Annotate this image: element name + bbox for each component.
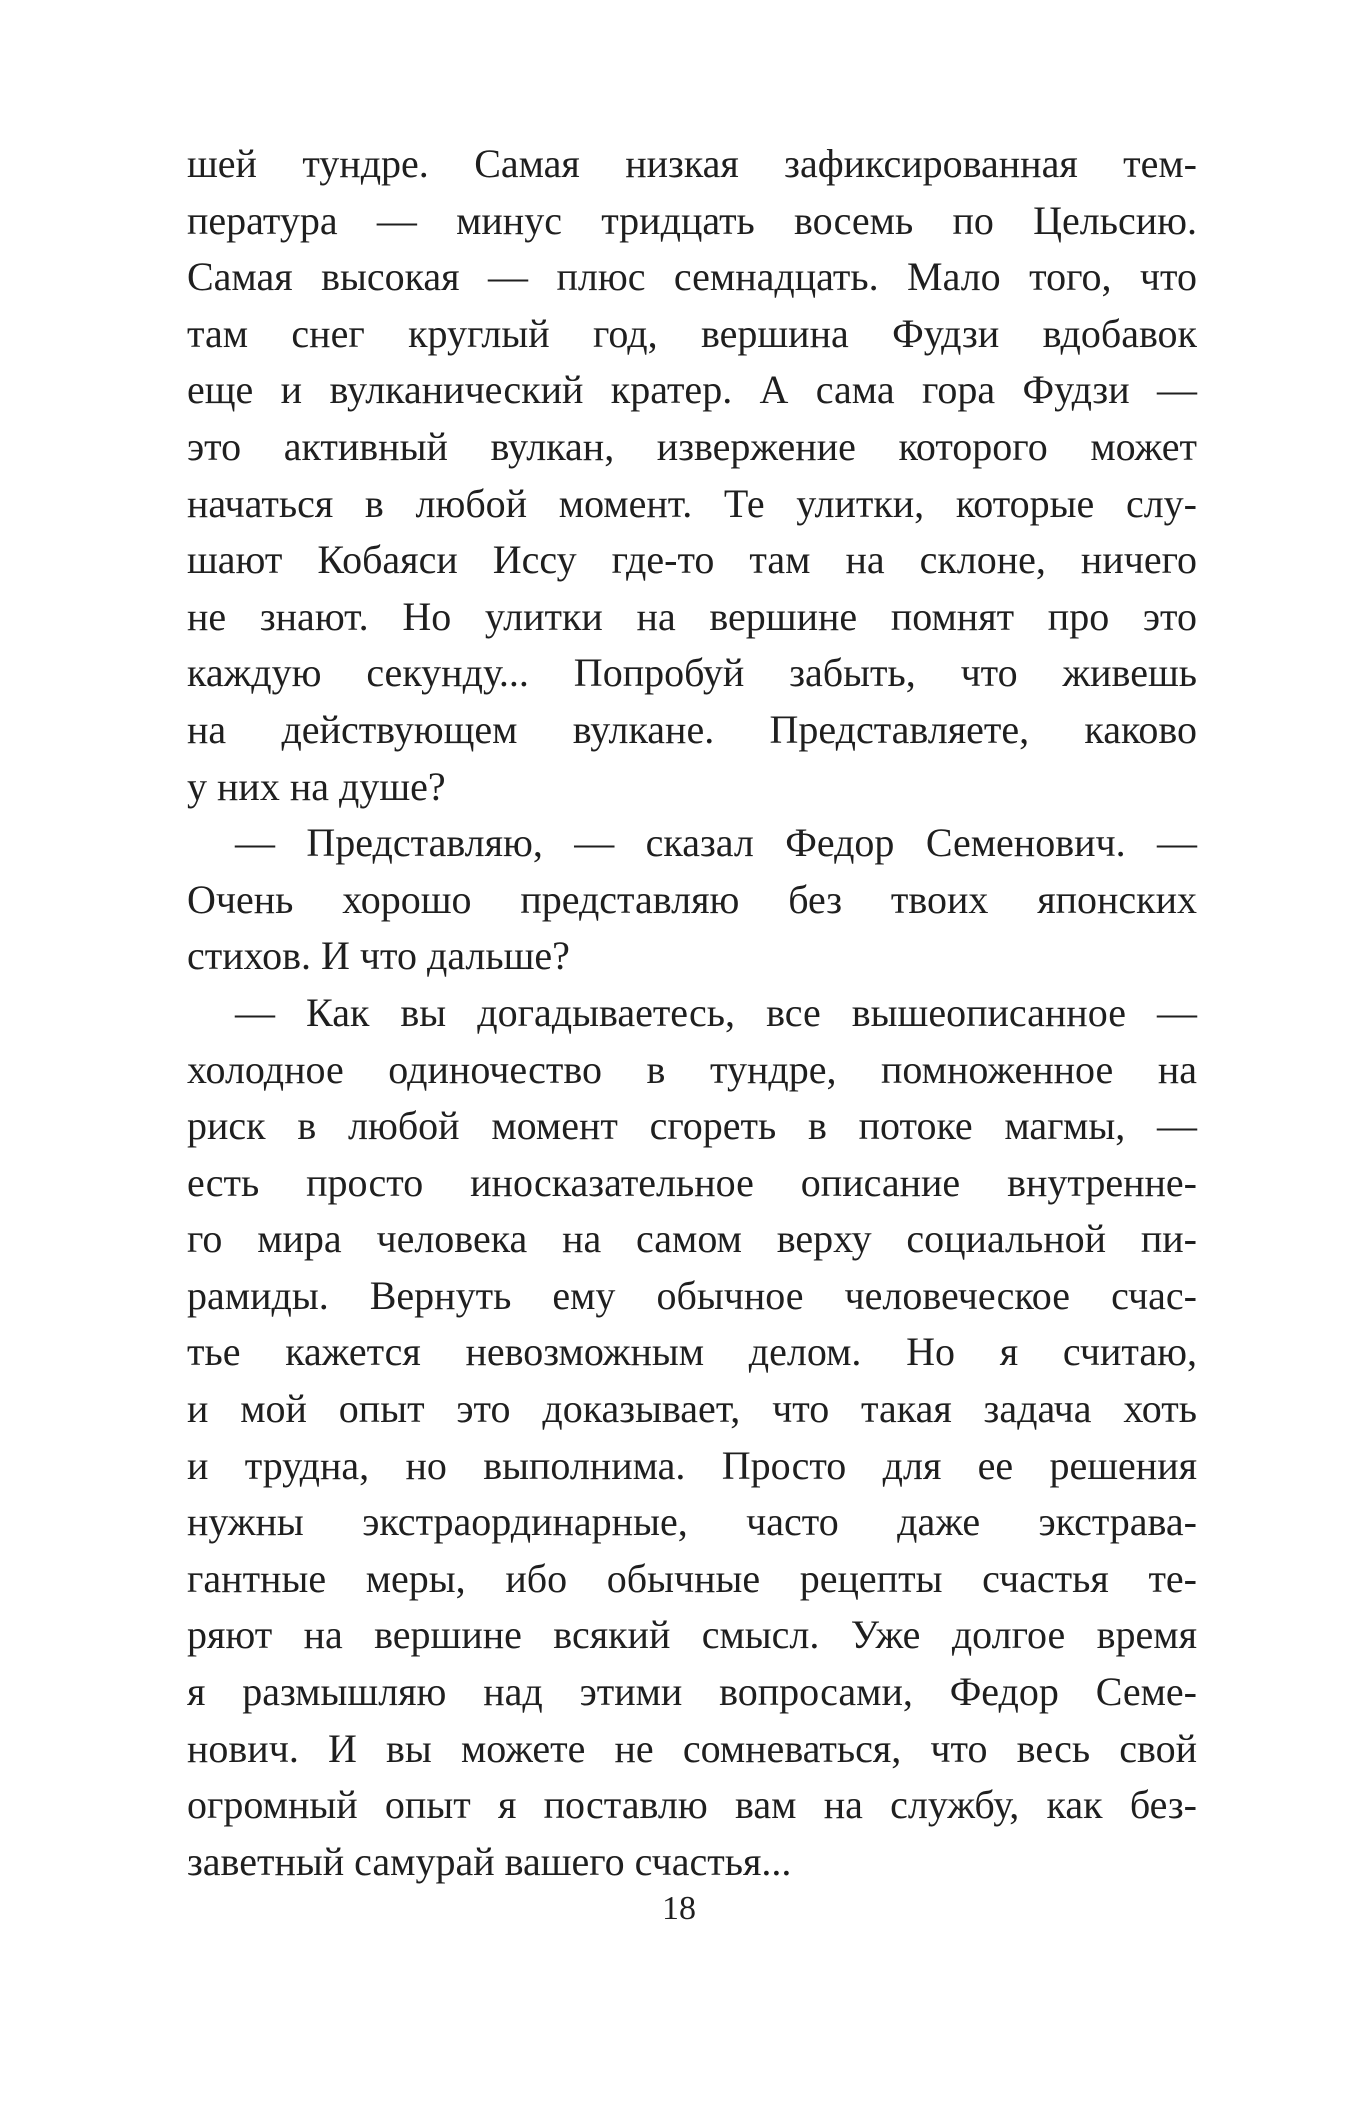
text-line: каждую секунду... Попробуй забыть, что живешь xyxy=(187,650,1197,696)
text-line: не знают. Но улитки на вершине помнят про это xyxy=(187,593,1197,639)
dialogue-line: — Как вы догадываетесь, все вышеописанное — xyxy=(235,989,1197,1035)
text-line: есть просто иносказательное описание внутренне- xyxy=(187,1159,1197,1205)
text-line: нужны экстраординарные, часто даже экстрава- xyxy=(187,1499,1197,1545)
text-line: у них на душе? xyxy=(187,763,446,809)
text-line: и мой опыт это доказывает, что такая задача хоть xyxy=(187,1386,1197,1432)
text-line: огромный опыт я поставлю вам на службу, как без- xyxy=(187,1782,1197,1828)
text-line: на действующем вулкане. Представляете, каково xyxy=(187,706,1197,752)
text-line: риск в любой момент сгореть в потоке магмы, — xyxy=(187,1103,1197,1149)
text-line: и трудна, но выполнима. Просто для ее решения xyxy=(187,1442,1197,1488)
text-line: Очень хорошо представляю без твоих японских xyxy=(187,876,1197,922)
text-line: го мира человека на самом верху социальной пи- xyxy=(187,1216,1197,1262)
text-line: шей тундре. Самая низкая зафиксированная тем- xyxy=(187,141,1197,186)
text-line: пература — минус тридцать восемь по Цельсию. xyxy=(187,197,1197,243)
text-line: гантные меры, ибо обычные рецепты счастья те- xyxy=(187,1555,1197,1601)
text-line: холодное одиночество в тундре, помноженное на xyxy=(187,1046,1197,1092)
text-line: еще и вулканический кратер. А сама гора Фудзи — xyxy=(187,367,1197,413)
body-text xyxy=(187,136,1197,1890)
text-line: стихов. И что дальше? xyxy=(187,933,570,979)
text-line: нович. И вы можете не сомневаться, что весь свой xyxy=(187,1725,1197,1771)
text-line: я размышляю над этими вопросами, Федор Семе- xyxy=(187,1669,1197,1715)
text-line: заветный самурай вашего счастья... xyxy=(187,1838,792,1884)
page-number: 18 xyxy=(662,1890,696,1927)
text-line: тье кажется невозможным делом. Но я считаю, xyxy=(187,1329,1197,1375)
text-line: шают Кобаяси Иссу где-то там на склоне, ничего xyxy=(187,537,1197,583)
text-line: рамиды. Вернуть ему обычное человеческое счас- xyxy=(187,1272,1197,1318)
text-line: начаться в любой момент. Те улитки, которые слу- xyxy=(187,480,1197,526)
text-line: это активный вулкан, извержение которого может xyxy=(187,423,1197,469)
text-line: Самая высокая — плюс семнадцать. Мало того, что xyxy=(187,254,1197,300)
dialogue-line: — Представляю, — сказал Федор Семенович. — xyxy=(235,820,1197,866)
text-line: там снег круглый год, вершина Фудзи вдобавок xyxy=(187,310,1197,356)
text-line: ряют на вершине всякий смысл. Уже долгое время xyxy=(187,1612,1197,1658)
